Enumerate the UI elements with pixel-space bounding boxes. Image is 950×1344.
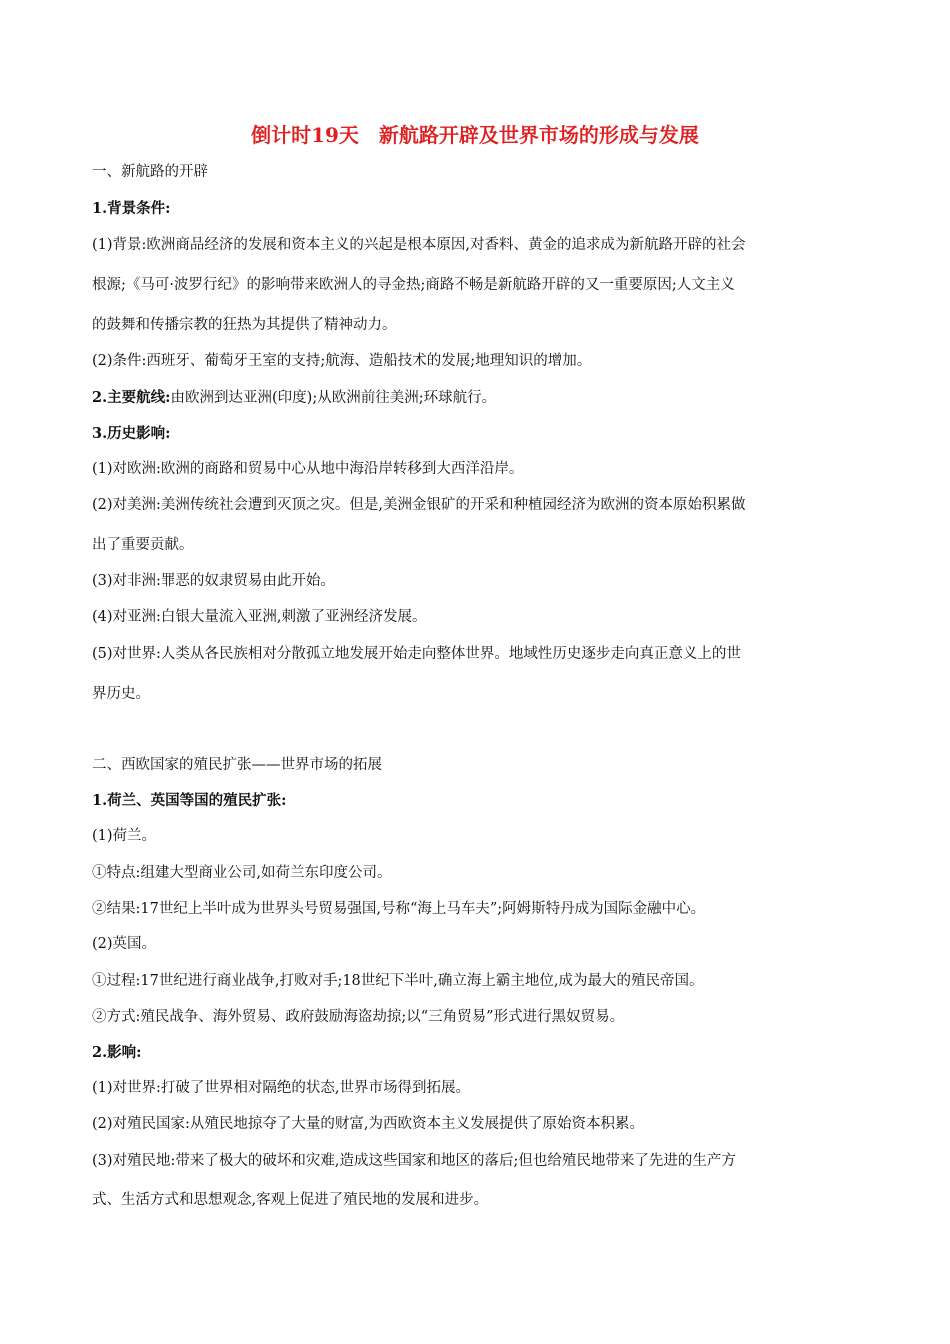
routes-text: 由欧洲到达亚洲(印度);从欧洲前往美洲;环球航行。 [170,390,497,406]
impact-americas-line-1: (2)对美洲:美洲传统社会遭到灭顶之灾。但是,美洲金银矿的开采和种植园经济为欧洲的资本原始积累做 [92,497,746,513]
impact-americas-line-2: 出了重要贡献。 [92,537,194,553]
subheading-effects: 2.影响: [92,1044,142,1061]
impact-world-line-1: (5)对世界:人类从各民族相对分散孤立地发展开始走向整体世界。地域性历史逐步走向真正意义上的世 [92,646,741,662]
paragraph-background-line-1: (1)背景:欧洲商品经济的发展和资本主义的兴起是根本原因,对香料、黄金的追求成为新航路开辟的社会 [92,237,746,253]
routes-line [92,388,496,408]
netherlands-heading: (1)荷兰。 [92,828,157,844]
subheading-colonial-expansion: 1.荷兰、英国等国的殖民扩张: [92,792,287,809]
section-heading-2: 二、西欧国家的殖民扩张——世界市场的拓展 [92,757,382,773]
paragraph-background-line-3: 的鼓舞和传播宗教的狂热为其提供了精神动力。 [92,317,397,333]
paragraph-conditions: (2)条件:西班牙、葡萄牙王室的支持;航海、造船技术的发展;地理知识的增加。 [92,353,592,369]
netherlands-result: ②结果:17世纪上半叶成为世界头号贸易强国,号称“海上马车夫”;阿姆斯特丹成为国际金融中心。 [92,901,706,917]
subheading-background: 1.背景条件: [92,200,171,217]
paragraph-background-line-2: 根源;《马可·波罗行纪》的影响带来欧洲人的寻金热;商路不畅是新航路开辟的又一重要原因;人文主义 [92,277,735,293]
effect-colonial-powers: (2)对殖民国家:从殖民地掠夺了大量的财富,为西欧资本主义发展提供了原始资本积累。 [92,1116,645,1132]
britain-process: ①过程:17世纪进行商业战争,打败对手;18世纪下半叶,确立海上霸主地位,成为最大的殖民帝国。 [92,973,704,989]
effect-world: (1)对世界:打破了世界相对隔绝的状态,世界市场得到拓展。 [92,1080,471,1096]
impact-world-line-2: 界历史。 [92,686,150,702]
impact-europe: (1)对欧洲:欧洲的商路和贸易中心从地中海沿岸转移到大西洋沿岸。 [92,461,524,477]
section-heading-1: 一、新航路的开辟 [92,164,208,180]
britain-heading: (2)英国。 [92,936,157,952]
impact-asia: (4)对亚洲:白银大量流入亚洲,刺激了亚洲经济发展。 [92,609,427,625]
netherlands-feature: ①特点:组建大型商业公司,如荷兰东印度公司。 [92,865,392,881]
effect-colonies-line-2: 式、生活方式和思想观念,客观上促进了殖民地的发展和进步。 [92,1192,489,1208]
subheading-impact: 3.历史影响: [92,425,171,442]
subheading-routes: 2.主要航线: [92,389,171,406]
impact-africa: (3)对非洲:罪恶的奴隶贸易由此开始。 [92,573,335,589]
page-title: 倒计时19天 新航路开辟及世界市场的形成与发展 [251,123,699,147]
britain-method: ②方式:殖民战争、海外贸易、政府鼓励海盗劫掠;以“三角贸易”形式进行黑奴贸易。 [92,1009,625,1025]
effect-colonies-line-1: (3)对殖民地:带来了极大的破坏和灾难,造成这些国家和地区的落后;但也给殖民地带来了先进的生产方 [92,1153,736,1169]
